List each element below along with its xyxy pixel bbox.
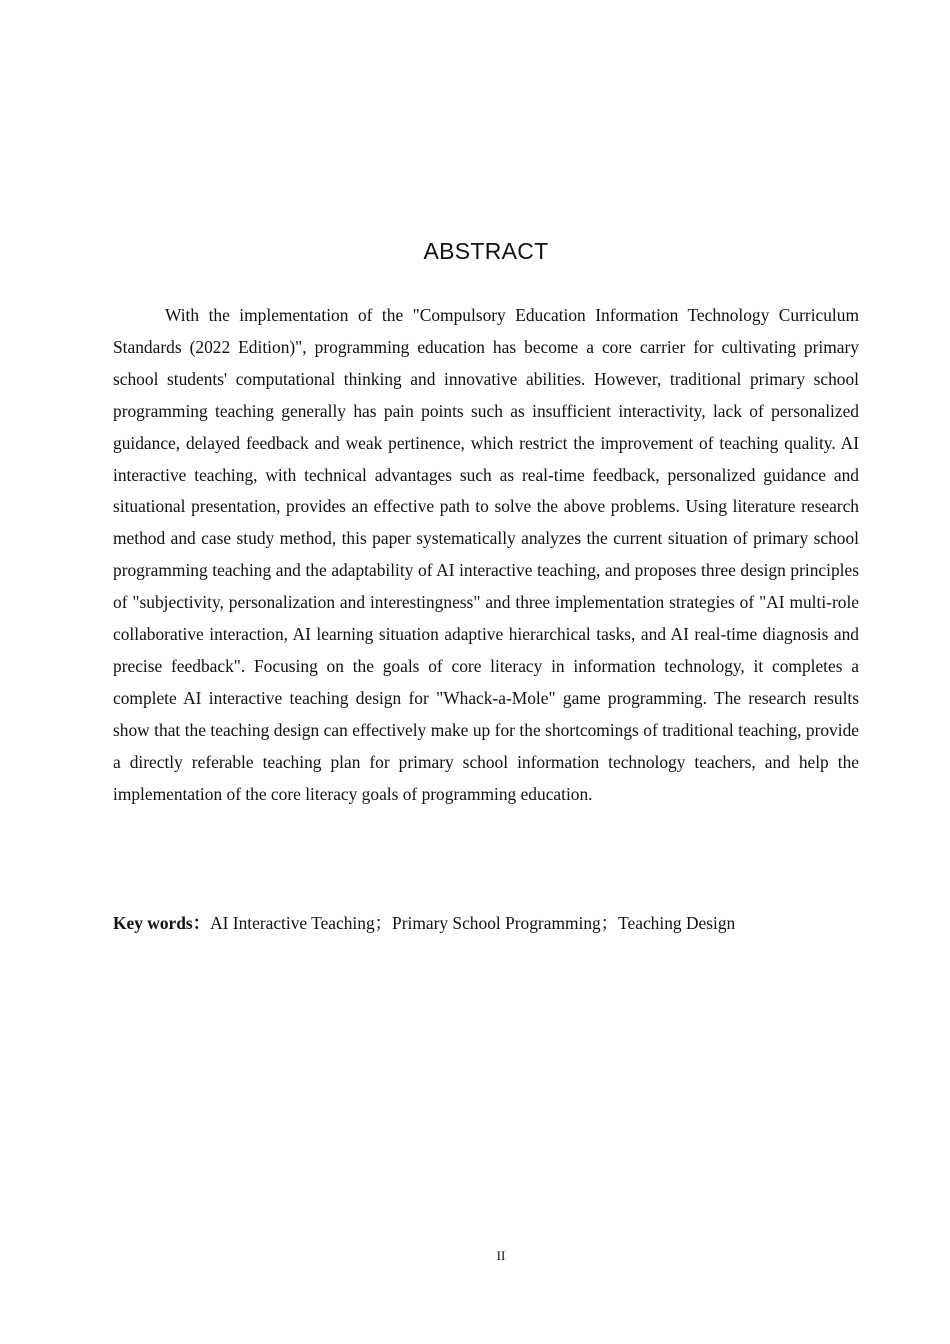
keyword-item: Primary School Programming； [392,913,619,933]
abstract-body: With the implementation of the "Compulsory Education Information Technology Curriculum Standards (2022 Edition)", programming education has become a core carrier for cultivating primary school students' computational thinking and innovative abilities. However, traditional primary school programming teaching generally has pain points such as insufficient interactivity, lack of personalized guidance, delayed feedback and weak pertinence, which restrict the improvement of teaching quality. AI interactive teaching, with technical advantages such as real-time feedback, personalized guidance and situational presentation, provides an effective path to solve the above problems. Using literature research method and case study method, this paper systematically analyzes the current situation of primary school programming teaching and the adaptability of AI interactive teaching, and proposes three design principles of "subjectivity, personalization and interestingness" and three implementation strategies of "AI multi-role collaborative interaction, AI learning situation adaptive hierarchical tasks, and AI real-time diagnosis and precise feedback". Focusing on the goals of core literacy in information technology, it completes a complete AI interactive teaching design for "Whack-a-Mole" game programming. The research results show that the teaching design can effectively make up for the shortcomings of traditional teaching, provide a directly referable teaching plan for primary school information technology teachers, and help the implementation of the core literacy goals of programming education. [113,305,859,804]
keyword-item: AI Interactive Teaching； [210,913,393,933]
abstract-title: ABSTRACT [423,238,549,264]
page-number: II [496,1248,506,1263]
keywords-label: Key words： [113,913,211,933]
keywords-line [113,908,893,938]
keyword-item: Teaching Design [618,913,736,933]
